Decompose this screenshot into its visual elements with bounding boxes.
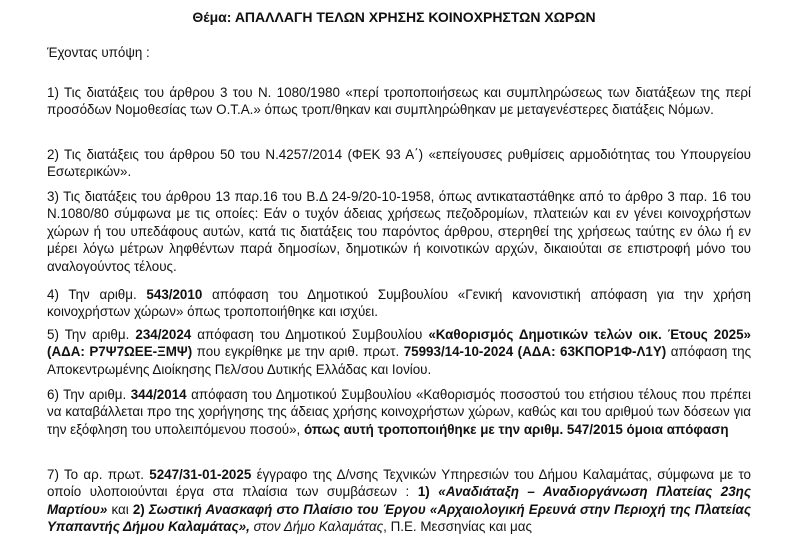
paragraph-5: [47, 326, 751, 378]
paragraph-1: 1) Τις διατάξεις του άρθρου 3 του Ν. 1080/1980 «περί τροποποιήσεως και συμπληρώσεως των διατάξεων της περί προσόδων Νομοθεσίας των Ο.Τ.Α.» όπως τροπ/θηκαν και συμπληρώθηκαν με μεταγενέστερες διατάξεις Νόμων.: [47, 85, 751, 118]
p5-text-b: απόφαση του Δημοτικού Συμβουλίου: [191, 327, 429, 342]
paragraph-4: [47, 286, 751, 321]
p6-decision-number: 344/2014: [130, 387, 187, 402]
p5-text-d: απόφαση της Αποκεντρωμένης Διοίκησης Πελ/σου Δυτικής Ελλάδας και Ιονίου.: [47, 344, 752, 377]
p7-text-b: έγγραφο της Δ/νσης Τεχνικών Υπηρεσιών του Δήμου Καλαμάτας, σύμφωνα με το οποίο υλοποιούνται έργα στα πλαίσια των συμβάσεων :: [47, 467, 751, 500]
p7-text-c: και: [107, 501, 133, 517]
p7-item-1-title: «Αναδιάταξη – Αναδιοργάνωση Πλατείας 23ης Μαρτίου»: [47, 484, 751, 517]
paragraph-6: [47, 386, 751, 438]
p7-protocol-number: 5247/31-01-2025: [149, 467, 252, 482]
p7-item-2-title: Σωστική Ανασκαφή στο Πλαίσιο του Έργου «Αρχαιολογική Ερευνά στην Περιοχή της Πλατείας Υπαπαντής Δήμου Καλαμάτας»,: [47, 501, 751, 535]
p4-text-a: 4) Την αριθμ.: [47, 287, 147, 302]
p6-text-a: 6) Την αριθμ.: [47, 387, 131, 402]
paragraph-2: 2) Τις διατάξεις του άρθρου 50 του Ν.4257/2014 (ΦΕΚ 93 Α΄) «επείγουσες ρυθμίσεις αρμοδιότητας του Υπουργείου Εσωτερικών».: [47, 147, 751, 180]
p5-protocol-number: 75993/14-10-2024 (ΑΔΑ: 63ΚΠΟΡ1Φ-Λ1Υ): [403, 344, 667, 360]
p5-decision-number: 234/2024: [135, 327, 192, 342]
p4-decision-number: 543/2010: [146, 287, 203, 302]
p7-text-e: , Π.Ε. Μεσσηνίας και μας: [383, 519, 532, 535]
p5-text-c: που εγκρίθηκε με την αριθ. πρωτ.: [192, 344, 404, 360]
paragraph-7: [47, 466, 751, 536]
document-title: Θέμα: ΑΠΑΛΛΑΓΗ ΤΕΛΩΝ ΧΡΗΣΗΣ ΚΟΙΝΟΧΡΗΣΤΩΝ ΧΩΡΩΝ: [192, 9, 596, 25]
p5-text-a: 5) Την αριθμ.: [47, 327, 136, 342]
p4-text-b: απόφαση του Δημοτικού Συμβουλίου «Γενική κανονιστική απόφαση για την χρήση κοινοχρήστων χώρων» όπως τροποποιήθηκε και ισχύει.: [47, 287, 751, 320]
p7-item-1-number: 1): [417, 484, 430, 500]
p7-municipality: στον Δήμο Καλαμάτας: [249, 519, 384, 535]
p7-text-a: 7) Το αρ. πρωτ.: [47, 467, 150, 482]
p6-text-b: απόφαση του Δημοτικού Συμβουλίου «Καθορισμός ποσοστού του ετήσιου τέλους που πρέπει να καταβάλλεται προ της χορήγησης της άδειας χρήσης κοινοχρήστων χώρων, καθώς και του αριθμού των δόσεων για την εξόφληση του υπολειπόμενου ποσού»,: [47, 387, 751, 437]
intro-text: Έχοντας υπόψη :: [47, 45, 150, 60]
p5-bold-title: «Καθορισμός Δημοτικών τελών οικ. Έτους 2025» (ΑΔΑ: Ρ7Ψ7ΩΕΕ-ΞΜΨ): [47, 327, 751, 360]
paragraph-3: 3) Τις διατάξεις του άρθρου 13 παρ.16 του Β.Δ 24-9/20-10-1958, όπως αντικαταστάθηκε από το άρθρο 3 παρ. 16 του Ν.1080/80 σύμφωνα με τις οποίες: Εάν ο τυχόν άδειας χρήσεως πεζοδρομίων, πλατειών και εν γένει κοινοχρήστων χώρων ή του υπεδάφους αυτών, κατά τις διατάξεις του παρόντος άρθρου, στερηθεί της χρήσεως ταύτης εν όλω ή εν μέρει λόγω μέτρων ληφθέντων παρά δημοσίων, δημοτικών ή κοινοτικών αρχών, δικαιούται σε επιστροφή μόνο του αναλογούντος τέλους.: [47, 189, 751, 274]
p6-bold-amendment: όπως αυτή τροποποιήθηκε με την αριθμ. 547/2015 όμοια απόφαση: [303, 421, 729, 437]
p7-item-2-number: 2): [132, 501, 145, 517]
